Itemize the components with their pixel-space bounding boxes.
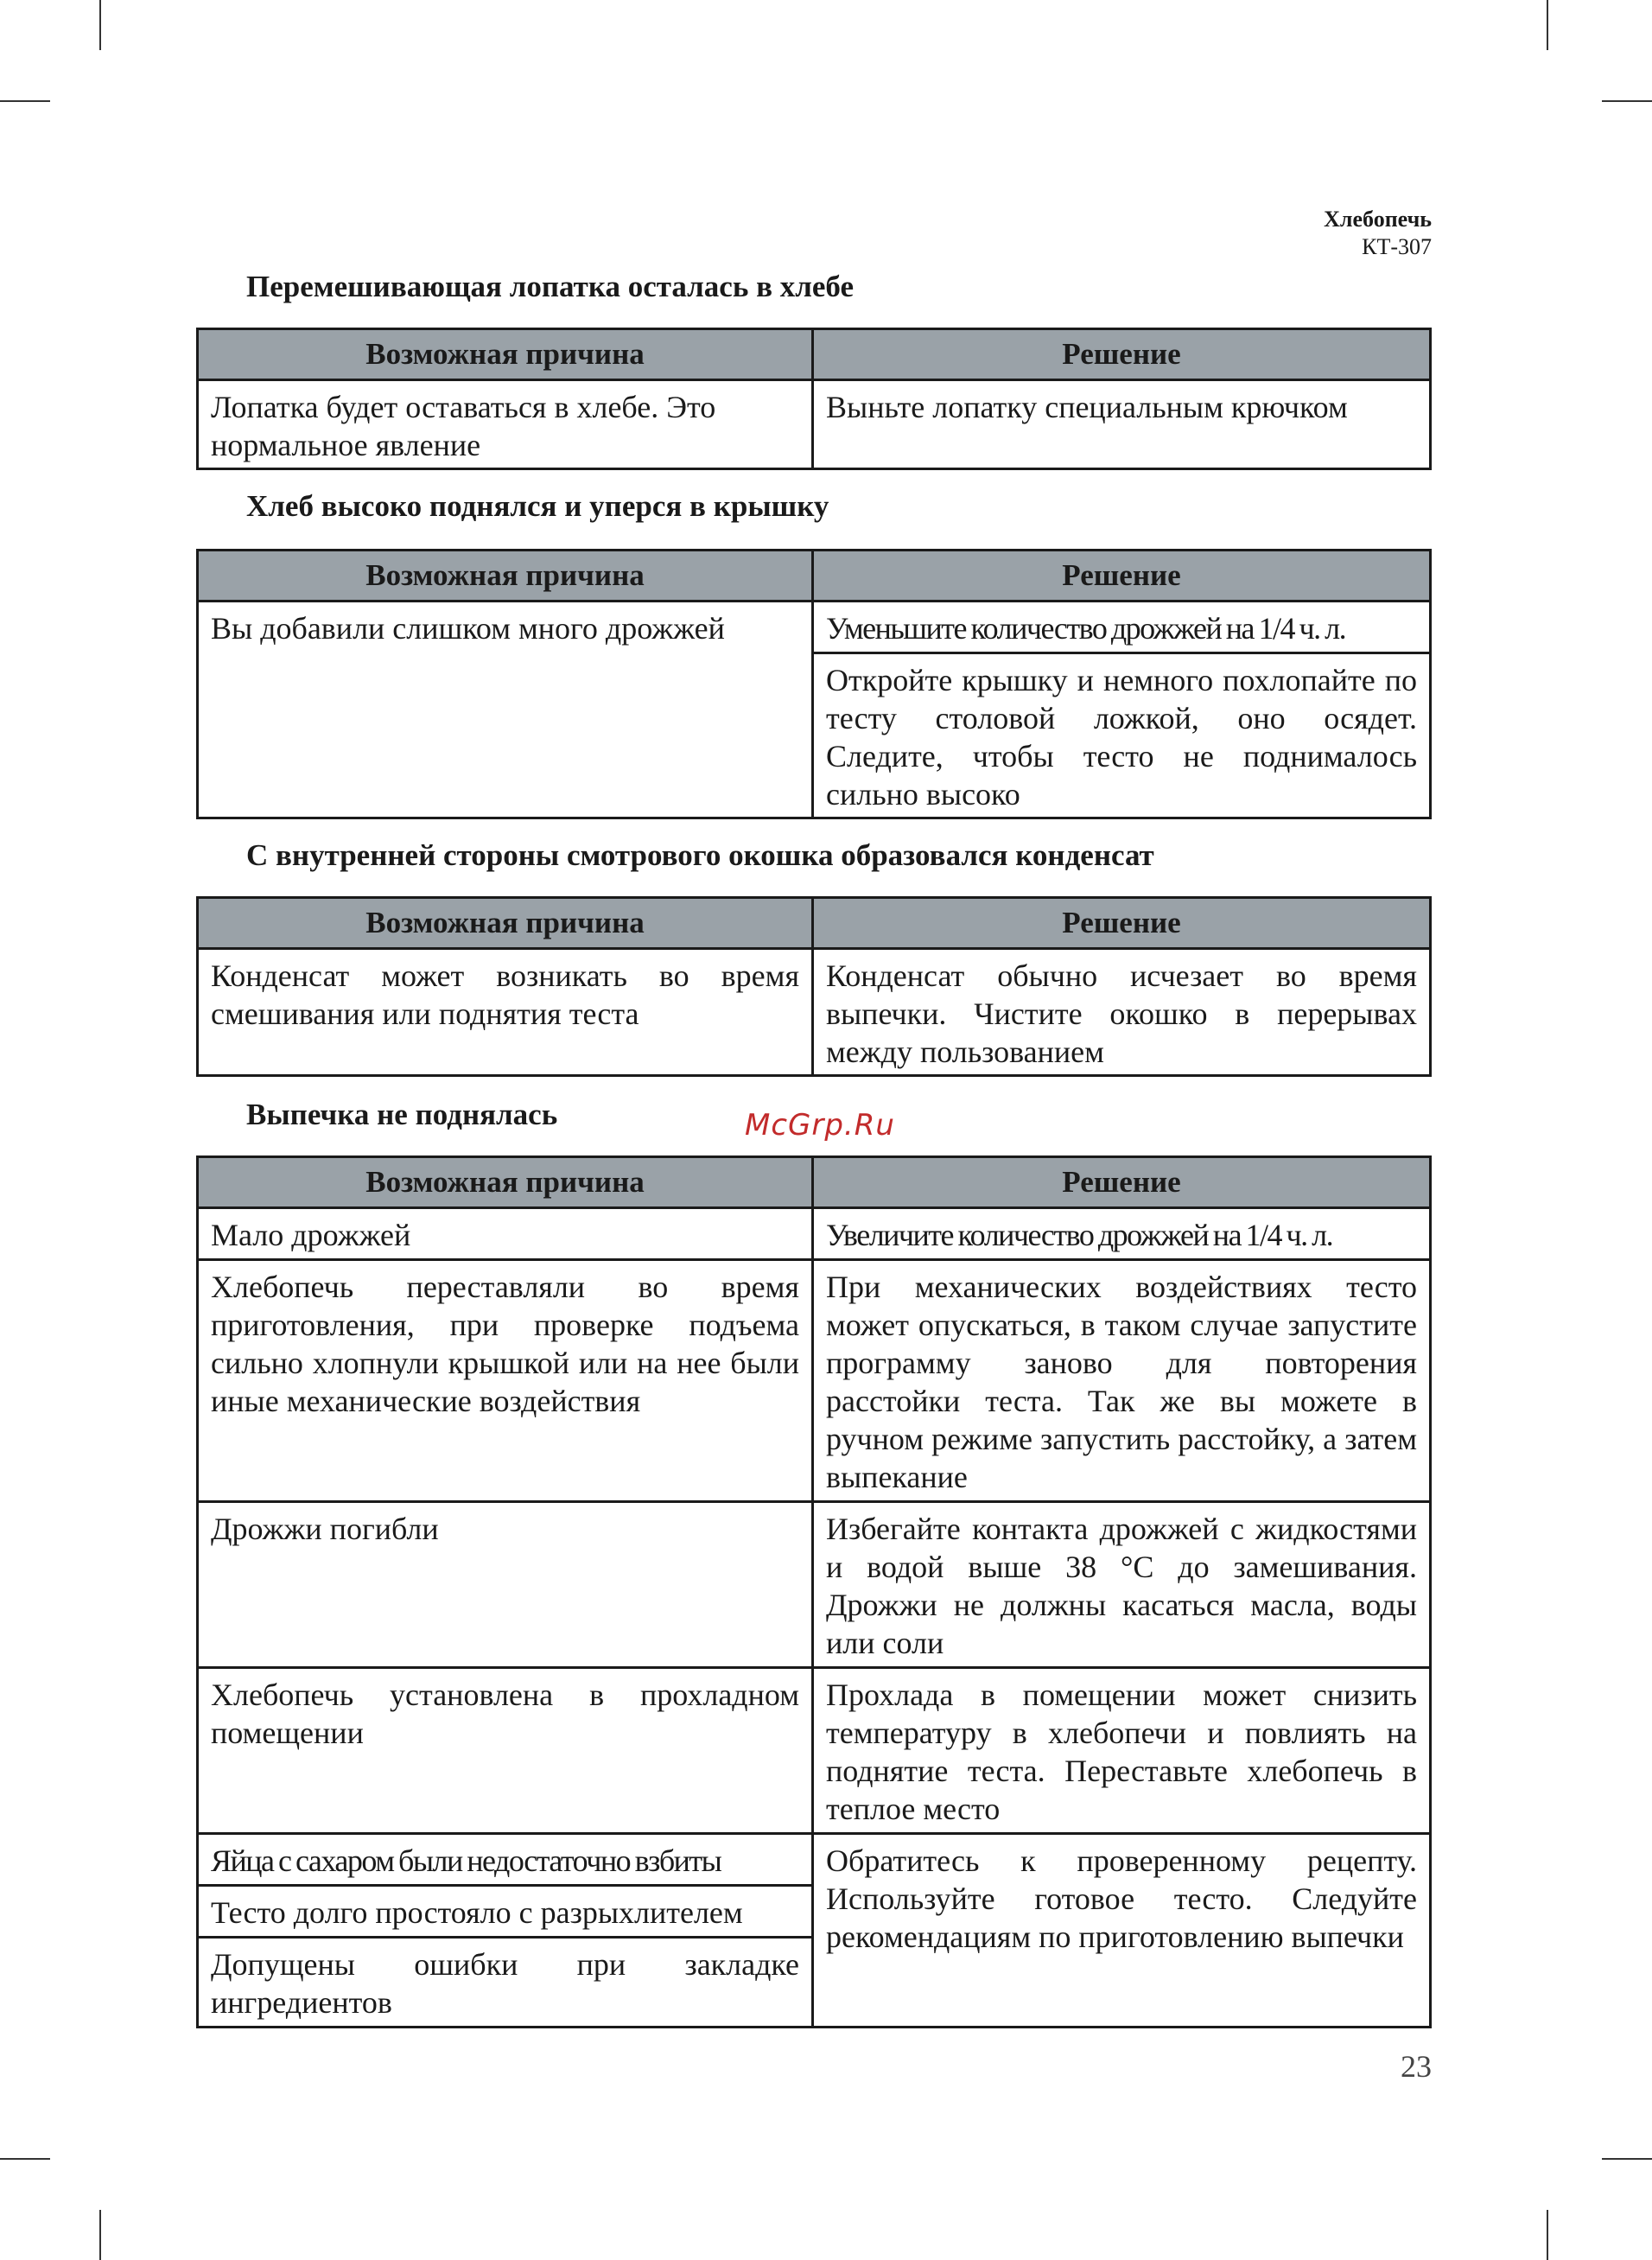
solution-cell: Уменьшите количество дрожжей на 1/4 ч. л. (813, 602, 1431, 653)
solution-cell: Обратитесь к проверенному рецепту. Используйте готовое тесто. Следуйте рекомендациям по приготовлению выпечки (813, 1834, 1431, 2028)
crop-mark (99, 0, 101, 50)
section-title: Перемешивающая лопатка осталась в хлебе (246, 270, 854, 303)
cause-cell: Вы добавили слишком много дрожжей (198, 602, 813, 818)
crop-mark (0, 100, 50, 102)
cause-cell: Тесто долго простояло с разрыхлителем (198, 1886, 813, 1938)
cause-cell: Яйца с сахаром были недостаточно взбиты (198, 1834, 813, 1886)
solution-cell: При механических воздействиях тесто может опускаться, в таком случае запустите программу заново для повторения расстойки теста. Так же вы можете в ручном режиме запустить расстойку, а затем выпекание (813, 1260, 1431, 1502)
troubleshooting-table (196, 328, 1432, 470)
column-header-solution: Решение (813, 1157, 1431, 1208)
crop-mark (1602, 2158, 1652, 2160)
crop-mark (0, 2158, 50, 2160)
page-number: 23 (1401, 2049, 1432, 2084)
cause-cell: Допущены ошибки при закладке ингредиентов (198, 1938, 813, 2028)
table-row (198, 1260, 1431, 1502)
table-row (198, 1502, 1431, 1668)
running-header (1324, 206, 1432, 261)
cause-cell: Лопатка будет оставаться в хлебе. Это нормальное явление (198, 380, 813, 469)
crop-mark (1602, 100, 1652, 102)
troubleshooting-table (196, 549, 1432, 819)
cause-cell: Дрожжи погибли (198, 1502, 813, 1668)
column-header-solution: Решение (813, 551, 1431, 602)
solution-cell: Прохлада в помещении может снизить температуру в хлебопечи и повлиять на поднятие теста. Переставьте хлебопечь в теплое место (813, 1668, 1431, 1834)
solution-cell: Избегайте контакта дрожжей с жидкостями и водой выше 38 °C до замешивания. Дрожжи не должны касаться масла, воды или соли (813, 1502, 1431, 1668)
column-header-solution: Решение (813, 898, 1431, 949)
troubleshooting-table (196, 896, 1432, 1077)
column-header-cause: Возможная причина (198, 1157, 813, 1208)
solution-cell: Конденсат обычно исчезает во время выпечки. Чистите окошко в перерывах между пользованием (813, 949, 1431, 1076)
column-header-cause: Возможная причина (198, 329, 813, 380)
crop-mark (1547, 2210, 1548, 2260)
section-title: Выпечка не поднялась (246, 1098, 558, 1131)
section-title: С внутренней стороны смотрового окошка образовался конденсат (246, 838, 1154, 872)
column-header-cause: Возможная причина (198, 898, 813, 949)
troubleshooting-table (196, 1155, 1432, 2028)
cause-cell: Мало дрожжей (198, 1208, 813, 1260)
cause-cell: Хлебопечь установлена в прохладном помещении (198, 1668, 813, 1834)
watermark: McGrp.Ru (745, 1108, 895, 1143)
solution-cell: Выньте лопатку специальным крючком (813, 380, 1431, 469)
crop-mark (1547, 0, 1548, 50)
table-row (198, 1208, 1431, 1260)
table-row (198, 949, 1431, 1076)
solution-cell: Откройте крышку и немного похлопайте по тесту столовой ложкой, оно осядет. Следите, чтобы тесто не поднималось сильно высоко (813, 653, 1431, 818)
table-row (198, 602, 1431, 653)
header-model: КТ-307 (1362, 234, 1432, 259)
solution-cell: Увеличите количество дрожжей на 1/4 ч. л. (813, 1208, 1431, 1260)
header-brand: Хлебопечь (1324, 207, 1432, 232)
table-row (198, 1668, 1431, 1834)
cause-cell: Конденсат может возникать во время смешивания или поднятия теста (198, 949, 813, 1076)
table-row (198, 380, 1431, 469)
column-header-solution: Решение (813, 329, 1431, 380)
cause-cell: Хлебопечь переставляли во время приготовления, при проверке подъема сильно хлопнули крышкой или на нее были иные механические воздействия (198, 1260, 813, 1502)
table-row (198, 1834, 1431, 1886)
crop-mark (99, 2210, 101, 2260)
section-title: Хлеб высоко поднялся и уперся в крышку (246, 489, 829, 523)
column-header-cause: Возможная причина (198, 551, 813, 602)
